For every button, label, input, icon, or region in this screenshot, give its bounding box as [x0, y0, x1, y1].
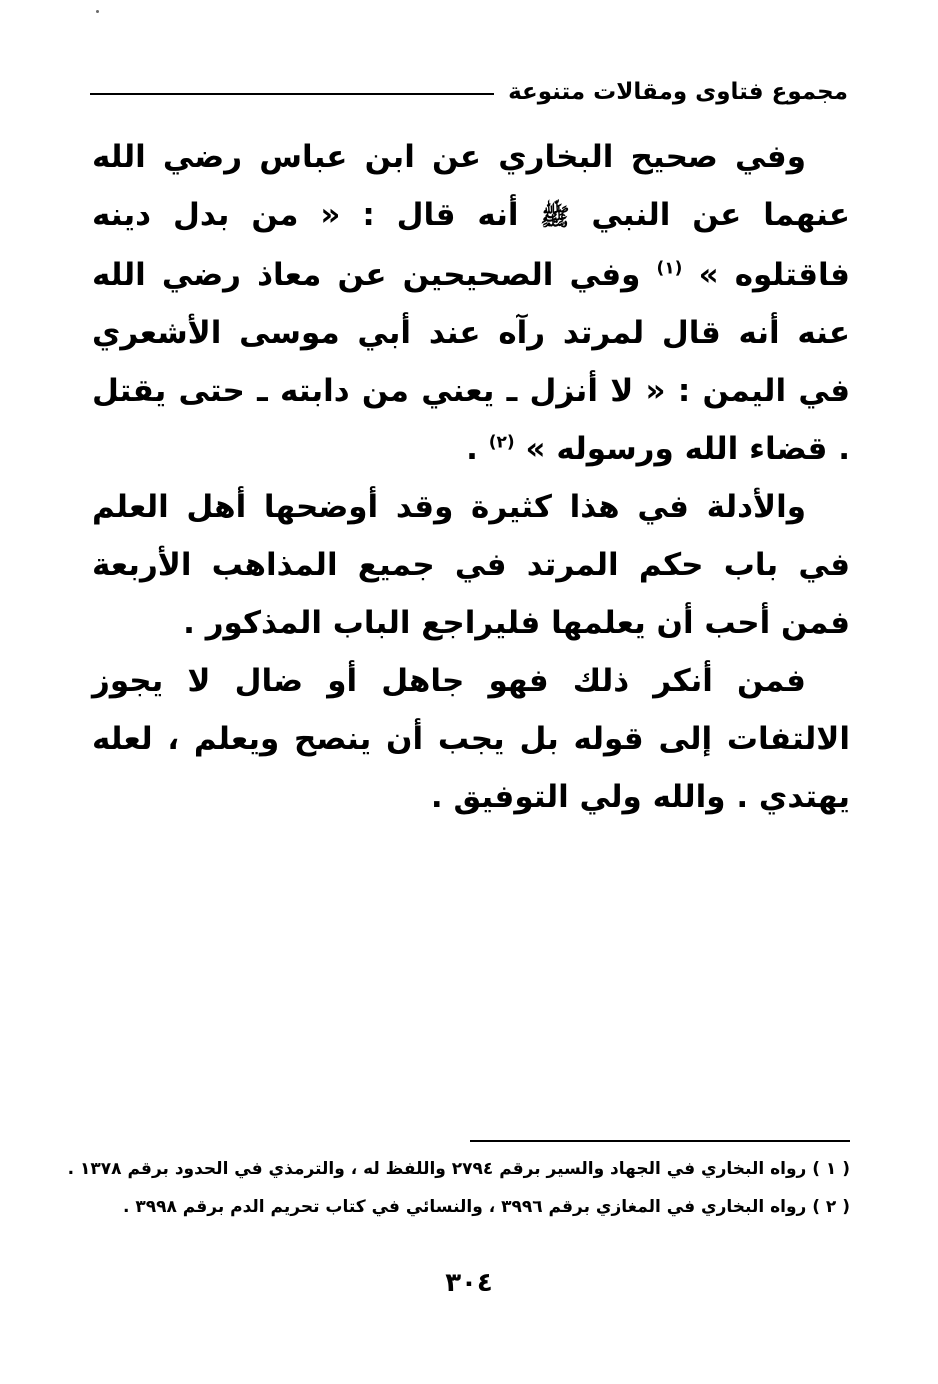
footnote-1: ( ١ ) رواه البخاري في الجهاد والسير برقم ٢٧٩٤ واللفظ له ، والترمذي في الحدود برقم ١٣٧٨ .: [67, 1159, 850, 1179]
header-rule: [90, 93, 494, 95]
footnote-ref-2: (٢): [488, 432, 515, 453]
paragraph-2: والأدلة في هذا كثيرة وقد أوضحها أهل العلم في باب حكم المرتد في جميع المذاهب الأربعة فمن أحب أن يعلمها فليراجع الباب المذكور .: [92, 489, 850, 641]
header-title: مجموع فتاوى ومقالات متنوعة: [508, 79, 848, 105]
main-text: [92, 128, 850, 826]
footnotes: [67, 1150, 850, 1226]
paragraph-1: [92, 128, 850, 478]
paragraph-1-part-b: أنه قال : « من بدل دينه فاقتلوه »: [92, 197, 850, 293]
paragraph-1-part-c: وفي الصحيحين عن معاذ رضي الله عنه أنه قال لمرتد رآه عند أبي موسى الأشعري في اليمن : « لا أنزل ـ يعني من دابته ـ حتى يقتل . قضاء الله ورسوله »: [92, 257, 850, 467]
running-header: [90, 74, 848, 110]
paragraph-3: فمن أنكر ذلك فهو جاهل أو ضال لا يجوز الالتفات إلى قوله بل يجب أن ينصح ويعلم ، لعله يهتدي . والله ولي التوفيق .: [92, 663, 850, 815]
page-number: ٣٠٤: [445, 1268, 493, 1298]
footnote-ref-1: (١): [656, 258, 683, 279]
scan-speck: [96, 10, 99, 13]
honorific-symbol: ﷺ: [540, 203, 570, 231]
paragraph-1-part-a: وفي صحيح البخاري عن ابن عباس رضي الله عنهما عن النبي: [92, 139, 851, 233]
footnote-2: ( ٢ ) رواه البخاري في المغازي برقم ٣٩٩٦ ، والنسائي في كتاب تحريم الدم برقم ٣٩٩٨ .: [122, 1197, 850, 1217]
paragraph-1-part-d: .: [466, 431, 489, 467]
footnote-rule: [470, 1140, 850, 1142]
